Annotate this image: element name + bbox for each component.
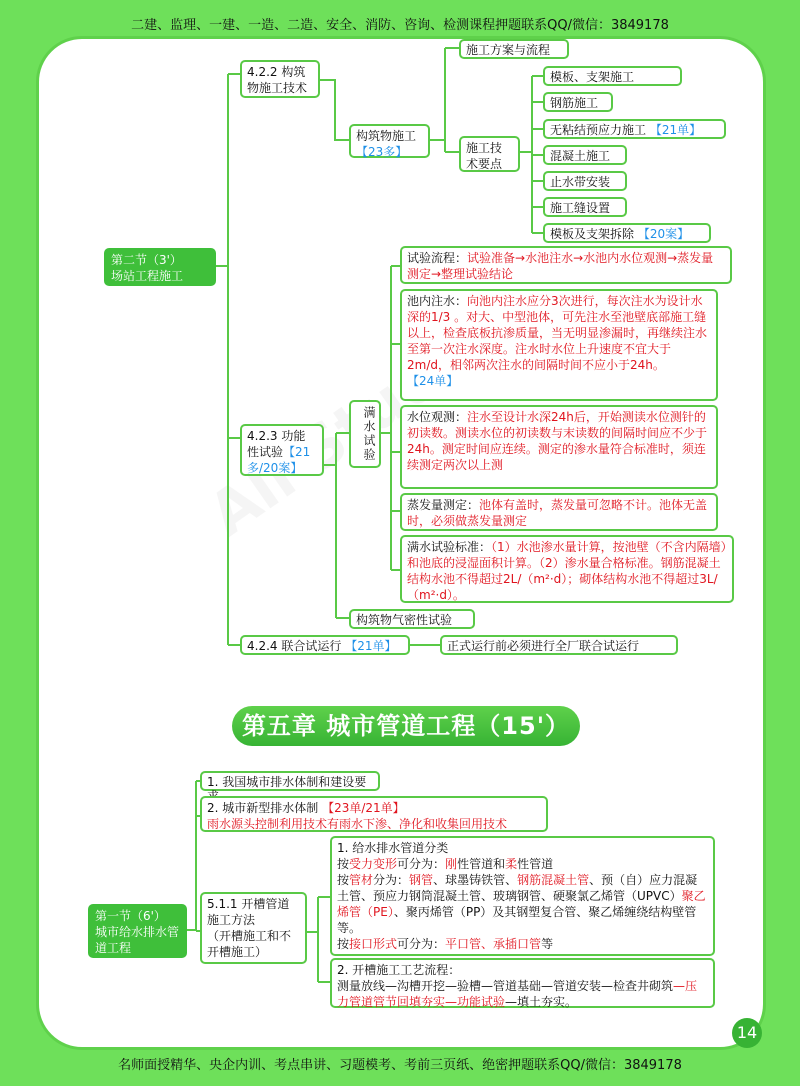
node-511: 5.1.1 开槽管道施工方法 （开槽施工和不开槽施工） — [200, 892, 307, 964]
node-construct — [349, 124, 430, 158]
test-standard: 满水试验标准：（1）水池渗水量计算，按池壁（不含内隔墙）和池底的浸湿面积计算。（2）渗水量合格标准。钢筋混凝土结构水池不得超过2L/（m²·d）；砌体结构水池不得超过3L/（m²·d）。 — [400, 535, 734, 603]
page-number: 14 — [732, 1018, 762, 1048]
test-level: 水位观测：注水至设计水深24h后，开始测读水位测针的初读数。测读水位的初读数与末读数的间隔时间应不少于24h。测定时间应连续。测定的渗水量符合标准时，须连续测定两次以上测 — [400, 405, 718, 489]
section-subtitle: 场站工程施工 — [111, 269, 184, 283]
node-422: 4.2.2 构筑物施工技术 — [240, 60, 320, 98]
node-construct-label: 构筑物施工 — [356, 129, 417, 143]
tech-item: 无粘结预应力施工 【21单】 — [543, 119, 726, 139]
node-joint-run: 正式运行前必须进行全厂联合试运行 — [440, 635, 678, 655]
item-2: 2. 城市新型排水体制 【23单/21单】 雨水源头控制利用技术有雨水下渗、净化和收集回用技术 — [200, 796, 548, 832]
section-node: 第一节（6'） 城市给水排水管道工程 — [88, 904, 187, 958]
node-plan: 施工方案与流程 — [459, 39, 569, 59]
test-flow: 试验流程：试验准备→水池注水→水池内水位观测→蒸发量测定→整理试验结论 — [400, 246, 732, 284]
section-node — [104, 248, 216, 286]
item-1: 1. 我国城市排水体制和建设要 — [200, 771, 380, 791]
tech-item: 模板、支架施工 — [543, 66, 682, 86]
node-full-water: 满水试验 — [349, 400, 381, 468]
page-footer: 名师面授精华、央企内训、考点串讲、习题模考、考前三页纸、绝密押题联系QQ/微信：3849178 — [118, 1058, 682, 1073]
tech-item: 止水带安装 — [543, 171, 627, 191]
page-header: 二建、监理、一建、一造、二造、安全、消防、咨询、检测课程押题联系QQ/微信：3849178 — [131, 18, 669, 33]
node-tech-points: 施工技术要点 — [459, 136, 520, 172]
chapter-title: 第五章 城市管道工程（15'） — [232, 706, 580, 746]
tech-item: 钢筋施工 — [543, 92, 613, 112]
section-title: 第二节（3'） — [111, 253, 182, 267]
node-424: 4.2.4 联合试运行 【21单】 — [240, 635, 410, 655]
node-construct-tag: 【23多】 — [356, 145, 408, 159]
test-evap: 蒸发量测定：池体有盖时，蒸发量可忽略不计。池体无盖时，必须做蒸发量测定 — [400, 493, 718, 531]
node-airtight: 构筑物气密性试验 — [349, 609, 475, 629]
tech-item: 混凝土施工 — [543, 145, 627, 165]
test-inject: 池内注水：向池内注水应分3次进行，每次注水为设计水深的1/3 。对大、中型池体，可先注水至池壁底部施工缝以上，检查底板抗渗质量，当无明显渗漏时，再继续注水至第一次注水深度。注水时水位上升速度不宜大于2m/d，相邻两次注水的间隔时间不应小于24h。 【24单】 — [400, 289, 718, 401]
tech-item: 施工缝设置 — [543, 197, 627, 217]
process-box: 2. 开槽施工工艺流程： 测量放线—沟槽开挖—验槽—管道基础—管道安装—检查井砌筑—压力管道管节回填夯实—功能试验—填土夯实。 — [330, 958, 715, 1008]
classify-box: 1. 给水排水管道分类 按受力变形可分为：刚性管道和柔性管道 按管材分为：钢管、球墨铸铁管、钢筋混凝土管、预（自）应力混凝土管、预应力钢筒混凝土管、玻璃钢管、硬聚氯乙烯管（UPVC）聚乙烯管（PE）、聚丙烯管（PP）及其钢塑复合管、聚乙烯缠绕结构壁管等。 按接口形式可分为：平口管、承插口管等 — [330, 836, 715, 956]
tech-item: 模板及支架拆除 【20案】 — [543, 223, 711, 243]
node-423: 4.2.3 功能性试验【21多/20案】 — [240, 424, 324, 476]
